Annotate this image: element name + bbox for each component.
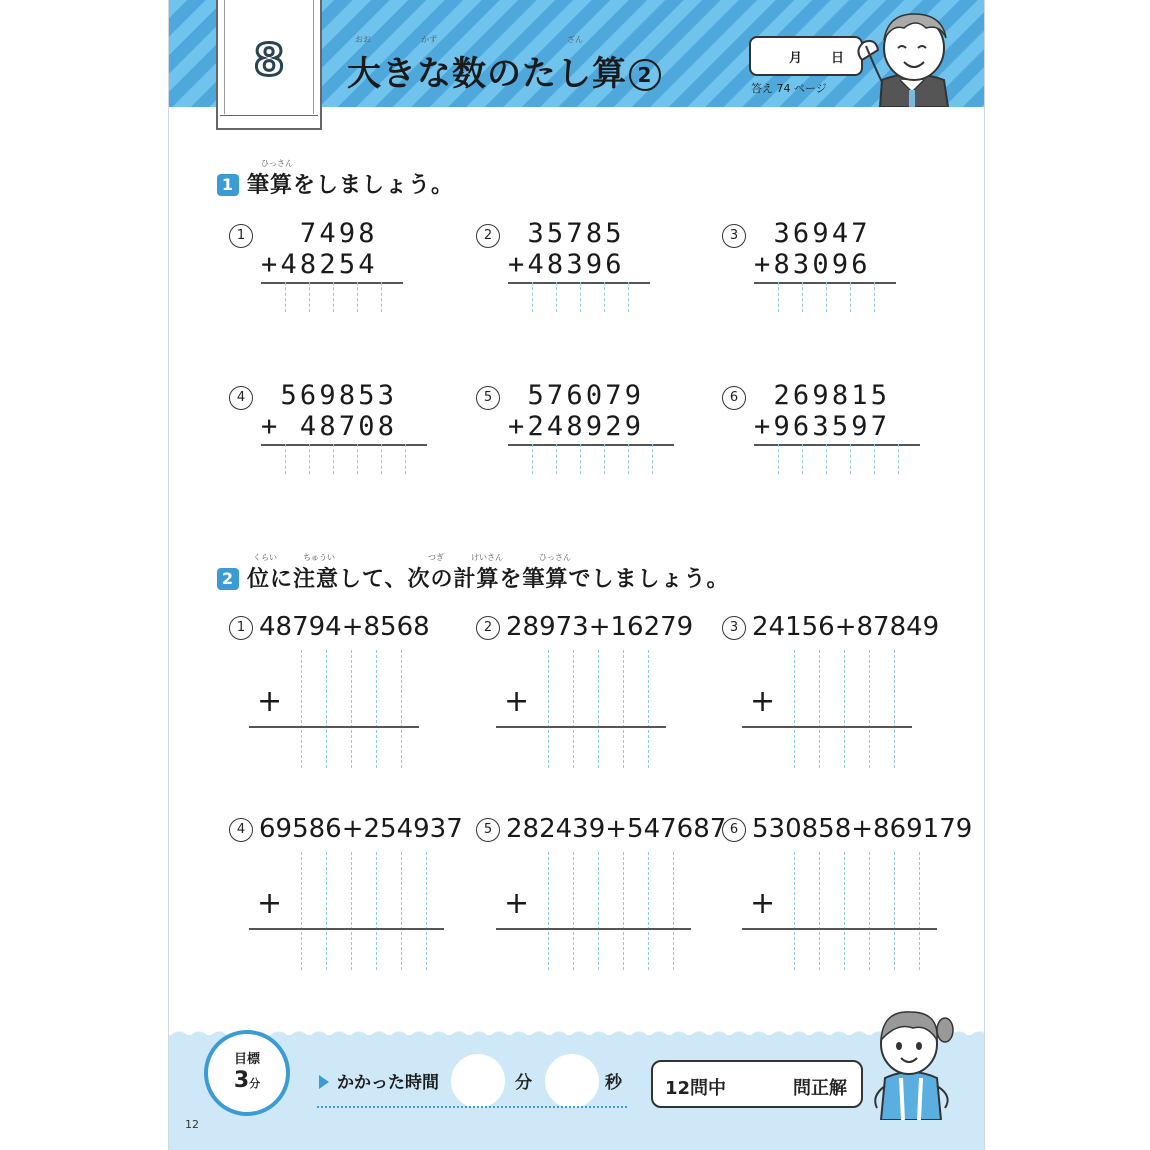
digit-guide-line bbox=[794, 852, 795, 970]
section-2-heading bbox=[217, 562, 730, 593]
digit-guide-line bbox=[826, 444, 827, 474]
digit-guide-line bbox=[874, 282, 875, 312]
digit-guide-line bbox=[573, 852, 574, 970]
digit-guide-line bbox=[623, 852, 624, 970]
addend-top: 269815 bbox=[754, 380, 891, 411]
digit-guide-line bbox=[673, 852, 674, 970]
addend-bottom: +963597 bbox=[754, 411, 891, 442]
digit-guide-line bbox=[598, 852, 599, 970]
addend-top: 36947 bbox=[754, 218, 871, 249]
page-title bbox=[347, 46, 661, 95]
digit-guide-line bbox=[301, 852, 302, 970]
sum-line bbox=[742, 928, 937, 930]
sec1-ruby: ひっさん bbox=[261, 159, 293, 168]
addend-top: 569853 bbox=[261, 380, 398, 411]
section-1-number: 1 bbox=[217, 174, 239, 196]
digit-guide-line bbox=[628, 282, 629, 312]
problem-expression: 282439+547687 bbox=[506, 814, 727, 844]
digit-guide-line bbox=[301, 650, 302, 768]
digit-guide-line bbox=[778, 282, 779, 312]
digit-guide-line bbox=[869, 852, 870, 970]
unit-number: 8 bbox=[253, 35, 285, 86]
problem-number-badge: 5 bbox=[476, 818, 500, 842]
score-box[interactable] bbox=[651, 1060, 863, 1108]
digit-guide-line bbox=[580, 282, 581, 312]
addend-bottom: +248929 bbox=[508, 411, 645, 442]
digit-guide-line bbox=[532, 444, 533, 474]
addend-bottom: +48396 bbox=[508, 249, 625, 280]
problem-number-badge: 3 bbox=[722, 224, 746, 248]
digit-guide-line bbox=[819, 852, 820, 970]
plus-sign: + bbox=[750, 684, 776, 719]
problem-expression: 69586+254937 bbox=[259, 814, 463, 844]
plus-sign: + bbox=[504, 684, 530, 719]
digit-guide-line bbox=[351, 650, 352, 768]
minutes-unit: 分 bbox=[515, 1073, 532, 1093]
digit-guide-line bbox=[604, 444, 605, 474]
digit-guide-line bbox=[894, 852, 895, 970]
digit-guide-line bbox=[844, 650, 845, 768]
teacher-mascot-illustration bbox=[852, 10, 972, 107]
problem-number-badge: 6 bbox=[722, 386, 746, 410]
dotted-divider bbox=[317, 1106, 627, 1108]
time-taken-label bbox=[319, 1068, 439, 1093]
digit-guide-line bbox=[648, 852, 649, 970]
digit-guide-line bbox=[802, 444, 803, 474]
problem-number-badge: 1 bbox=[229, 224, 253, 248]
digit-guide-line bbox=[401, 852, 402, 970]
digit-guide-line bbox=[357, 444, 358, 474]
digit-guide-line bbox=[309, 444, 310, 474]
goal-value: 3 bbox=[233, 1068, 250, 1093]
page-title-text: 大きな数のたし算 bbox=[347, 54, 627, 94]
digit-guide-line bbox=[357, 282, 358, 312]
digit-guide-line bbox=[919, 852, 920, 970]
sec2-ruby-1: くらい bbox=[253, 553, 277, 562]
digit-guide-line bbox=[778, 444, 779, 474]
score-correct: 問正解 bbox=[793, 1078, 847, 1099]
problem-number-badge: 2 bbox=[476, 616, 500, 640]
date-day: 日 bbox=[831, 51, 845, 66]
sum-line bbox=[496, 928, 691, 930]
digit-guide-line bbox=[844, 852, 845, 970]
date-month: 月 bbox=[789, 51, 803, 66]
problem-number-badge: 1 bbox=[229, 616, 253, 640]
problem-expression: 530858+869179 bbox=[752, 814, 973, 844]
digit-guide-line bbox=[850, 282, 851, 312]
digit-guide-line bbox=[894, 650, 895, 768]
section-2-number: 2 bbox=[217, 568, 239, 590]
digit-guide-line bbox=[333, 282, 334, 312]
digit-guide-line bbox=[874, 444, 875, 474]
student-mascot-illustration bbox=[861, 1000, 961, 1120]
digit-guide-line bbox=[381, 282, 382, 312]
plus-sign: + bbox=[750, 886, 776, 921]
digit-guide-line bbox=[426, 852, 427, 970]
goal-unit: 分 bbox=[249, 1077, 261, 1090]
section-1-text: 筆算をしましょう。 bbox=[247, 173, 455, 198]
time-taken-text: かかった時間 bbox=[337, 1073, 439, 1093]
digit-guide-line bbox=[532, 282, 533, 312]
page-title-part-number: 2 bbox=[629, 59, 661, 91]
digit-guide-line bbox=[351, 852, 352, 970]
digit-guide-line bbox=[794, 650, 795, 768]
seconds-input[interactable] bbox=[545, 1054, 599, 1108]
digit-guide-line bbox=[381, 444, 382, 474]
digit-guide-line bbox=[326, 852, 327, 970]
addend-top: 7498 bbox=[261, 218, 378, 249]
digit-guide-line bbox=[580, 444, 581, 474]
digit-guide-line bbox=[850, 444, 851, 474]
seconds-unit: 秒 bbox=[605, 1073, 622, 1093]
addend-bottom: +83096 bbox=[754, 249, 871, 280]
digit-guide-line bbox=[548, 852, 549, 970]
digit-guide-line bbox=[548, 650, 549, 768]
section-2-text: 位に注意して、次の計算を筆算でしましょう。 bbox=[247, 567, 730, 592]
digit-guide-line bbox=[648, 650, 649, 768]
minutes-input[interactable] bbox=[451, 1054, 505, 1108]
digit-guide-line bbox=[376, 852, 377, 970]
unit-tag bbox=[216, 0, 322, 130]
digit-guide-line bbox=[623, 650, 624, 768]
digit-guide-line bbox=[604, 282, 605, 312]
problem-expression: 28973+16279 bbox=[506, 612, 694, 642]
plus-sign: + bbox=[504, 886, 530, 921]
worksheet-page bbox=[168, 0, 985, 1150]
problem-number-badge: 5 bbox=[476, 386, 500, 410]
tag-wave-edge bbox=[220, 115, 318, 124]
sec2-ruby-5: ひっさん bbox=[539, 553, 571, 562]
digit-guide-line bbox=[819, 650, 820, 768]
sum-line bbox=[249, 726, 419, 728]
date-box[interactable] bbox=[749, 36, 863, 76]
plus-sign: + bbox=[257, 684, 283, 719]
addend-top: 576079 bbox=[508, 380, 645, 411]
digit-guide-line bbox=[802, 282, 803, 312]
problem-expression: 24156+87849 bbox=[752, 612, 940, 642]
section-1-heading bbox=[217, 168, 454, 199]
problem-number-badge: 4 bbox=[229, 386, 253, 410]
sec2-ruby-4: けいさん bbox=[471, 553, 503, 562]
problem-number-badge: 3 bbox=[722, 616, 746, 640]
addend-bottom: +48254 bbox=[261, 249, 378, 280]
digit-guide-line bbox=[376, 650, 377, 768]
sec2-ruby-2: ちゅうい bbox=[303, 553, 335, 562]
digit-guide-line bbox=[309, 282, 310, 312]
title-ruby-2: かず bbox=[421, 35, 437, 44]
sum-line bbox=[742, 726, 912, 728]
problem-number-badge: 6 bbox=[722, 818, 746, 842]
digit-guide-line bbox=[598, 650, 599, 768]
digit-guide-line bbox=[652, 444, 653, 474]
plus-sign: + bbox=[257, 886, 283, 921]
answer-page-ref: 答え 74 ページ bbox=[751, 82, 827, 95]
digit-guide-line bbox=[573, 650, 574, 768]
digit-guide-line bbox=[326, 650, 327, 768]
sum-line bbox=[496, 726, 666, 728]
title-ruby-1: おお bbox=[355, 35, 371, 44]
sec2-ruby-3: つぎ bbox=[428, 553, 444, 562]
score-total: 12問中 bbox=[665, 1078, 727, 1099]
goal-label: 目標 bbox=[233, 1052, 260, 1067]
digit-guide-line bbox=[628, 444, 629, 474]
digit-guide-line bbox=[869, 650, 870, 768]
digit-guide-line bbox=[333, 444, 334, 474]
digit-guide-line bbox=[401, 650, 402, 768]
digit-guide-line bbox=[898, 444, 899, 474]
sum-line bbox=[249, 928, 444, 930]
problem-number-badge: 4 bbox=[229, 818, 253, 842]
addend-top: 35785 bbox=[508, 218, 625, 249]
title-ruby-3: ざん bbox=[567, 35, 583, 44]
digit-guide-line bbox=[556, 444, 557, 474]
digit-guide-line bbox=[285, 282, 286, 312]
addend-bottom: + 48708 bbox=[261, 411, 398, 442]
page-number: 12 bbox=[185, 1118, 199, 1131]
problem-expression: 48794+8568 bbox=[259, 612, 430, 642]
digit-guide-line bbox=[556, 282, 557, 312]
digit-guide-line bbox=[405, 444, 406, 474]
problem-number-badge: 2 bbox=[476, 224, 500, 248]
play-arrow-icon bbox=[319, 1075, 329, 1089]
goal-time bbox=[208, 1068, 286, 1093]
digit-guide-line bbox=[285, 444, 286, 474]
goal-clock bbox=[204, 1030, 290, 1116]
digit-guide-line bbox=[826, 282, 827, 312]
